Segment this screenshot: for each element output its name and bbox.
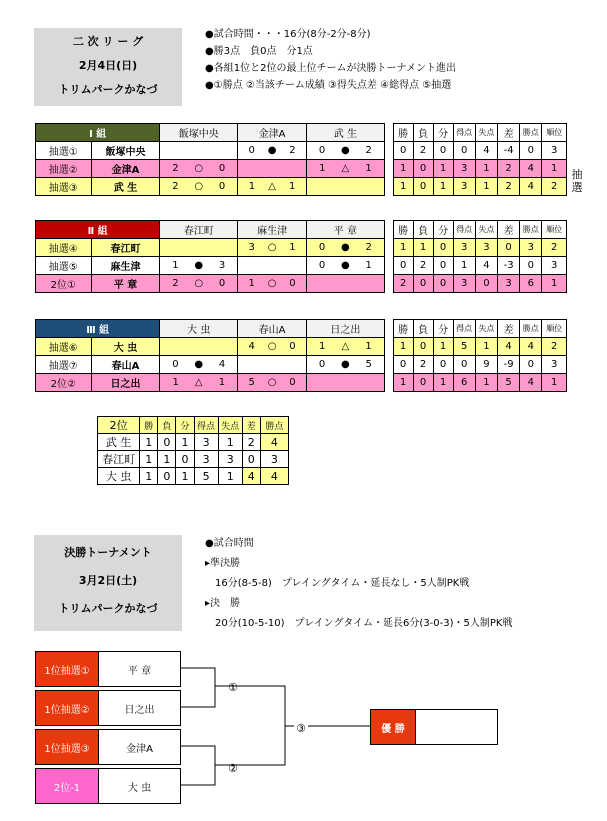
goal-count: 0 <box>318 145 326 156</box>
stat-value: 4 <box>520 178 542 196</box>
stat-header: 勝 <box>393 320 413 338</box>
stat-header: 得点 <box>453 124 475 142</box>
goal-count: 1 <box>319 341 326 352</box>
goal-count: 1 <box>365 260 372 271</box>
stat-value: 2 <box>542 338 567 356</box>
goal-count: 2 <box>365 145 372 156</box>
result-mark: ● <box>267 145 277 156</box>
stat-value: 0 <box>520 356 542 374</box>
stat-value: 0 <box>413 374 433 392</box>
stat-value: 5 <box>194 468 218 485</box>
goal-count: 2 <box>365 242 372 253</box>
stat-value: 1 <box>393 160 413 178</box>
stat-header: 負 <box>413 320 433 338</box>
group-column-team: 飯塚中央 <box>160 124 238 142</box>
stat-value: 3 <box>194 434 218 451</box>
stat-value: 2 <box>498 160 520 178</box>
group-column-team: 大 虫 <box>160 320 238 338</box>
stat-value: 3 <box>453 178 475 196</box>
group-column-team: 麻生津 <box>238 221 307 239</box>
goal-count: 0 <box>289 341 296 352</box>
goal-count: 1 <box>289 242 296 253</box>
stat-value: -9 <box>497 356 519 374</box>
team-name: 日之出 <box>91 374 160 392</box>
tournament-note: 20分(10-5-10) プレイングタイム・延長6分(3-0-3)・5人制PK戦 <box>205 618 513 629</box>
goal-count: 2 <box>172 278 179 289</box>
stat-value: 3 <box>194 451 218 468</box>
stat-value: 1 <box>433 374 453 392</box>
group-column-team: 平 章 <box>307 221 385 239</box>
stat-value: 3 <box>453 239 475 257</box>
team-name: 平 章 <box>91 275 160 293</box>
goal-count: 2 <box>172 163 179 174</box>
goal-count: 2 <box>172 181 179 192</box>
goal-count: 1 <box>319 163 326 174</box>
group-column-team: 春江町 <box>160 221 238 239</box>
seed-label: 2位① <box>36 275 92 293</box>
goal-count: 0 <box>318 260 326 271</box>
stat-value: 0 <box>242 451 260 468</box>
goal-count: 3 <box>218 260 226 271</box>
stat-value: 0 <box>413 160 433 178</box>
stat-header: 勝 <box>393 124 413 142</box>
stat-value: 1 <box>176 434 194 451</box>
stat-value: 4 <box>475 142 497 160</box>
result-mark: ○ <box>194 181 204 192</box>
result-mark: △ <box>194 377 203 388</box>
result-mark: ● <box>194 359 204 370</box>
tournament-note: ●試合時間 <box>205 538 254 549</box>
stat-value: 4 <box>242 468 260 485</box>
bracket-seed: 1位抽選② <box>36 691 98 725</box>
goal-count: 1 <box>365 163 372 174</box>
bracket-team: 平 章 <box>98 652 180 686</box>
team-name: 大 虫 <box>91 338 160 356</box>
stat-header: 差 <box>497 320 519 338</box>
stat-value: 2 <box>413 142 433 160</box>
seed-label: 抽選⑤ <box>36 257 92 275</box>
stat-header: 分 <box>433 124 453 142</box>
stat-value: 0 <box>475 275 497 293</box>
match-label-1: ① <box>228 681 238 694</box>
winner-slot <box>415 710 497 744</box>
group-column-team: 日之出 <box>307 320 385 338</box>
group-column-team: 春山A <box>238 320 307 338</box>
result-mark: ○ <box>194 278 204 289</box>
result-mark: ○ <box>267 278 277 289</box>
result-mark: ● <box>341 359 350 370</box>
stat-header: 分 <box>433 221 453 239</box>
group-name: Ⅰ 組 <box>36 124 160 142</box>
league-note: ●①勝点 ②当該チーム成績 ③得失点差 ④総得点 ⑤抽選 <box>205 80 452 91</box>
result-mark: ○ <box>267 242 277 253</box>
stat-value: 0 <box>413 275 433 293</box>
goal-count: 0 <box>318 359 326 370</box>
stat-value: 4 <box>520 374 542 392</box>
stat-value: 1 <box>475 374 497 392</box>
stat-value: 0 <box>393 356 413 374</box>
winner-label: 優 勝 <box>371 710 415 744</box>
summary-header: 得点 <box>194 417 218 434</box>
stat-value: 1 <box>140 434 158 451</box>
stat-value: 2 <box>242 434 260 451</box>
stat-value: 1 <box>475 338 497 356</box>
stat-header: 負 <box>413 124 433 142</box>
league-title: 二 次 リ ー グ <box>72 35 144 48</box>
stat-header: 失点 <box>475 320 497 338</box>
stat-value: 1 <box>393 374 413 392</box>
goal-count: 1 <box>218 377 226 388</box>
result-mark: ○ <box>194 163 204 174</box>
stat-header: 順位 <box>542 124 567 142</box>
stat-value: 1 <box>475 178 497 196</box>
stat-value: 0 <box>393 257 413 275</box>
goal-count: 0 <box>218 278 226 289</box>
tournament-date: 3月2日(土) <box>78 574 138 587</box>
goal-count: 1 <box>248 181 256 192</box>
goal-count: 5 <box>365 359 372 370</box>
stat-value: 6 <box>453 374 475 392</box>
goal-count: 2 <box>289 145 296 156</box>
summary-header: 勝点 <box>260 417 288 434</box>
stat-value: -3 <box>498 257 520 275</box>
stat-value: 0 <box>433 257 453 275</box>
tournament-venue: トリムパークかなづ <box>58 602 158 615</box>
team-name: 麻生津 <box>91 257 160 275</box>
goal-count: 4 <box>218 359 226 370</box>
stat-header: 勝点 <box>520 320 542 338</box>
seed-label: 抽選⑥ <box>36 338 92 356</box>
goal-count: 0 <box>318 242 326 253</box>
stat-value: 0 <box>453 356 475 374</box>
stat-value: 4 <box>497 338 519 356</box>
team-name: 春江町 <box>91 239 160 257</box>
group-name: Ⅱ 組 <box>36 221 160 239</box>
stat-header: 勝 <box>393 221 413 239</box>
stat-header: 順位 <box>542 221 567 239</box>
lottery-side-note: 抽選 <box>571 168 583 194</box>
stat-value: 0 <box>158 468 176 485</box>
stat-value: 1 <box>542 275 567 293</box>
stat-header: 分 <box>433 320 453 338</box>
match-label-2: ② <box>228 762 238 775</box>
match-label-3: ③ <box>296 722 306 735</box>
stat-value: 3 <box>498 275 520 293</box>
tournament-note: ▸準決勝 <box>205 558 241 569</box>
league-note: ●勝3点 負0点 分1点 <box>205 46 313 57</box>
stat-value: 0 <box>433 275 453 293</box>
stat-value: 2 <box>413 257 433 275</box>
summary-header: 失点 <box>218 417 242 434</box>
bracket-team: 大 虫 <box>98 769 180 803</box>
stat-value: 9 <box>475 356 497 374</box>
stat-value: 0 <box>520 142 542 160</box>
stat-value: 1 <box>433 338 453 356</box>
goal-count: 3 <box>248 242 255 253</box>
seed-label: 抽選① <box>36 142 92 160</box>
stat-value: 0 <box>433 239 453 257</box>
stat-header: 負 <box>413 221 433 239</box>
league-venue: トリムパークかなづ <box>58 83 158 96</box>
goal-count: 5 <box>248 377 255 388</box>
bracket-team: 日之出 <box>98 691 180 725</box>
result-mark: ● <box>341 242 350 253</box>
result-mark: △ <box>341 163 350 174</box>
result-mark: ● <box>341 260 350 271</box>
stat-value: 1 <box>393 239 413 257</box>
stat-value: 1 <box>393 178 413 196</box>
group-column-team: 武 生 <box>307 124 385 142</box>
stat-value: 1 <box>433 178 453 196</box>
stat-value: 1 <box>453 257 475 275</box>
league-note: ●試合時間・・・16分(8分-2分-8分) <box>205 29 371 40</box>
league-date: 2月4日(日) <box>78 59 138 72</box>
group-name: Ⅲ 組 <box>36 320 160 338</box>
seed-label: 抽選③ <box>36 178 92 196</box>
seed-label: 抽選⑦ <box>36 356 92 374</box>
stat-value: 2 <box>498 178 520 196</box>
goal-count: 0 <box>289 278 296 289</box>
bracket-seed: 1位抽選③ <box>36 730 98 764</box>
tournament-title: 決勝トーナメント <box>64 546 152 559</box>
stat-value: 1 <box>218 468 242 485</box>
stat-value: 3 <box>520 239 542 257</box>
stat-value: 0 <box>158 434 176 451</box>
stat-value: 1 <box>140 451 158 468</box>
summary-header: 2位 <box>98 417 140 434</box>
stat-value: 1 <box>158 451 176 468</box>
stat-value: 1 <box>413 239 433 257</box>
stat-header: 得点 <box>453 221 475 239</box>
result-mark: △ <box>268 181 276 192</box>
stat-value: 1 <box>176 468 194 485</box>
summary-header: 分 <box>176 417 194 434</box>
goal-count: 0 <box>172 359 179 370</box>
stat-value: 0 <box>520 257 542 275</box>
result-mark: ○ <box>267 341 277 352</box>
stat-value: 4 <box>520 160 542 178</box>
stat-value: -4 <box>498 142 520 160</box>
stat-value: 3 <box>542 142 567 160</box>
result-mark: △ <box>341 341 350 352</box>
stat-header: 勝点 <box>520 221 542 239</box>
tournament-note: 16分(8-5-8) プレイングタイム・延長なし・5人制PK戦 <box>205 578 470 589</box>
result-mark: ● <box>341 145 350 156</box>
stat-value: 2 <box>542 239 567 257</box>
stat-value: 4 <box>475 257 497 275</box>
stat-value: 3 <box>542 356 567 374</box>
stat-value: 5 <box>453 338 475 356</box>
summary-header: 差 <box>242 417 260 434</box>
result-mark: ● <box>194 260 204 271</box>
goal-count: 1 <box>289 181 296 192</box>
summary-header: 勝 <box>140 417 158 434</box>
stat-value: 5 <box>497 374 519 392</box>
bracket-seed: 2位-1 <box>36 769 98 803</box>
stat-value: 2 <box>542 178 567 196</box>
team-name: 春山A <box>91 356 160 374</box>
team-name: 春江町 <box>98 451 140 468</box>
stat-value: 3 <box>218 451 242 468</box>
stat-value: 1 <box>542 374 567 392</box>
stat-value: 0 <box>453 142 475 160</box>
stat-header: 差 <box>498 124 520 142</box>
summary-header: 負 <box>158 417 176 434</box>
stat-value: 1 <box>433 160 453 178</box>
stat-value: 4 <box>520 338 542 356</box>
stat-value: 1 <box>542 160 567 178</box>
seed-label: 2位② <box>36 374 92 392</box>
stat-value: 1 <box>140 468 158 485</box>
stat-value: 3 <box>475 239 497 257</box>
tournament-note: ▸決 勝 <box>205 598 241 609</box>
stat-value: 2 <box>393 275 413 293</box>
stat-header: 得点 <box>453 320 475 338</box>
stat-value: 1 <box>393 338 413 356</box>
stat-value: 0 <box>176 451 194 468</box>
bracket-seed: 1位抽選① <box>36 652 98 686</box>
team-name: 武 生 <box>98 434 140 451</box>
stat-value: 0 <box>413 178 433 196</box>
team-name: 大 虫 <box>98 468 140 485</box>
goal-count: 4 <box>248 341 255 352</box>
goal-count: 0 <box>218 181 226 192</box>
stat-value: 6 <box>520 275 542 293</box>
stat-value: 0 <box>393 142 413 160</box>
stat-header: 順位 <box>542 320 567 338</box>
seed-label: 抽選④ <box>36 239 92 257</box>
stat-value: 0 <box>433 356 453 374</box>
stat-value: 3 <box>453 160 475 178</box>
goal-count: 0 <box>248 145 255 156</box>
stat-value: 1 <box>475 160 497 178</box>
team-name: 武 生 <box>91 178 160 196</box>
stat-value: 4 <box>260 468 288 485</box>
stat-header: 失点 <box>475 124 497 142</box>
goal-count: 0 <box>218 163 226 174</box>
goal-count: 1 <box>172 377 179 388</box>
stat-value: 1 <box>218 434 242 451</box>
stat-value: 0 <box>433 142 453 160</box>
group-column-team: 金津A <box>238 124 307 142</box>
team-name: 飯塚中央 <box>91 142 160 160</box>
stat-value: 3 <box>453 275 475 293</box>
result-mark: ○ <box>267 377 277 388</box>
winner-box <box>370 709 498 745</box>
stat-value: 4 <box>260 434 288 451</box>
stat-value: 0 <box>498 239 520 257</box>
goal-count: 1 <box>365 341 372 352</box>
stat-value: 2 <box>413 356 433 374</box>
stat-header: 失点 <box>475 221 497 239</box>
stat-header: 勝点 <box>520 124 542 142</box>
goal-count: 1 <box>172 260 179 271</box>
league-note: ●各組1位と2位の最上位チームが決勝トーナメント進出 <box>205 63 457 74</box>
team-name: 金津A <box>91 160 160 178</box>
goal-count: 0 <box>289 377 296 388</box>
stat-value: 0 <box>413 338 433 356</box>
stat-header: 差 <box>498 221 520 239</box>
stat-value: 3 <box>542 257 567 275</box>
stat-value: 3 <box>260 451 288 468</box>
bracket-team: 金津A <box>98 730 180 764</box>
goal-count: 1 <box>248 278 255 289</box>
seed-label: 抽選② <box>36 160 92 178</box>
